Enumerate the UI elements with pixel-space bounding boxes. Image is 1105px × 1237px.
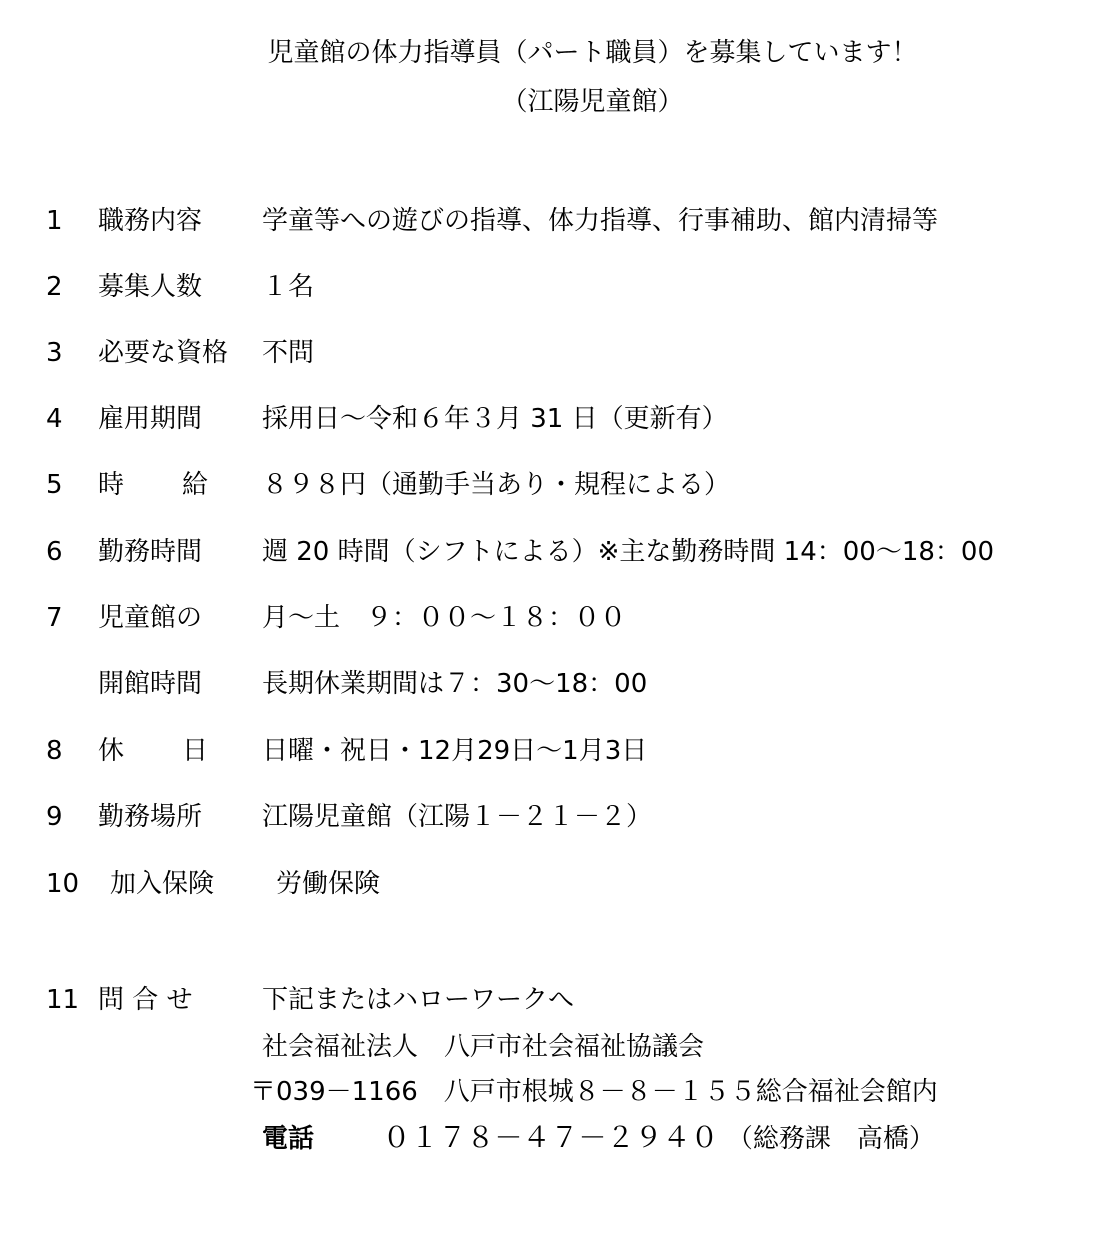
item-value: １名: [262, 272, 315, 302]
item-number: 9: [46, 802, 63, 832]
item-number: 11: [46, 985, 80, 1015]
list-item-workplace: [0, 799, 1105, 835]
contact-address: 〒039－1166 八戸市根城８－８－１５５総合福祉会館内: [250, 1077, 938, 1107]
item-label-part-a: 休: [98, 736, 125, 766]
item-number: 10: [46, 869, 80, 899]
item-number: 5: [46, 470, 63, 500]
item-number: 7: [46, 603, 63, 633]
item-number: 3: [46, 338, 63, 368]
list-item-working-hours: [0, 534, 1105, 570]
item-value: ８９８円（通勤手当あり・規程による）: [262, 470, 731, 500]
list-item-opening-hours-continued: [0, 666, 1105, 702]
item-label: 勤務時間: [98, 537, 203, 567]
item-value: 週 20 時間（シフトによる）※主な勤務時間 14：00～18：00: [262, 537, 994, 567]
item-value: 長期休業期間は７：30～18：00: [262, 669, 648, 699]
item-label: 雇用期間: [98, 404, 203, 434]
item-value: 日曜・祝日・12月29日～1月3日: [262, 736, 648, 766]
item-value: 江陽児童館（江陽１－２１－２）: [262, 802, 653, 832]
list-item-duties: [0, 203, 1105, 239]
item-number: 2: [46, 272, 63, 302]
item-label-part-a: 時: [98, 470, 125, 500]
list-item-employment-period: [0, 401, 1105, 437]
phone-label: 電話: [262, 1124, 315, 1154]
list-item-opening-hours: [0, 600, 1105, 636]
contact-line-1: 下記またはハローワークへ: [262, 985, 575, 1015]
item-value: 採用日～令和６年３月 31 日（更新有）: [262, 404, 728, 434]
item-label: 職務内容: [98, 206, 203, 236]
item-number: 1: [46, 206, 63, 236]
item-label: 募集人数: [98, 272, 203, 302]
item-value: 不問: [262, 338, 315, 368]
list-item-qualification: [0, 335, 1105, 371]
item-label-part-b: 日: [182, 736, 209, 766]
item-label: 開館時間: [98, 669, 203, 699]
item-label-part-b: 給: [182, 470, 209, 500]
list-item-openings: [0, 269, 1105, 305]
page-subtitle: （江陽児童館）: [501, 87, 684, 117]
phone-number: ０１７８－４７－２９４０: [382, 1121, 719, 1154]
item-value: 労働保険: [276, 869, 381, 899]
phone-note: （総務課 高橋）: [726, 1124, 935, 1154]
contact-header: [0, 982, 1105, 1018]
item-value: 学童等への遊びの指導、体力指導、行事補助、館内清掃等: [262, 206, 939, 236]
contact-organization: 社会福祉法人 八戸市社会福祉協議会: [262, 1032, 705, 1062]
contact-phone-line: [262, 1121, 935, 1156]
item-number: 4: [46, 404, 63, 434]
item-label: 問 合 せ: [98, 985, 193, 1015]
list-item-holidays: [0, 733, 1105, 769]
item-label: 児童館の: [98, 603, 203, 633]
item-label: 勤務場所: [98, 802, 203, 832]
item-value: 月～土 ９：００～１８：００: [262, 603, 627, 633]
page-title: 児童館の体力指導員（パート職員）を募集しています！: [267, 38, 918, 68]
item-label: 加入保険: [110, 869, 215, 899]
item-number: 8: [46, 736, 63, 766]
item-label: 必要な資格: [98, 338, 229, 368]
list-item-hourly-wage: [0, 467, 1105, 503]
list-item-insurance: [0, 866, 1105, 902]
item-number: 6: [46, 537, 63, 567]
